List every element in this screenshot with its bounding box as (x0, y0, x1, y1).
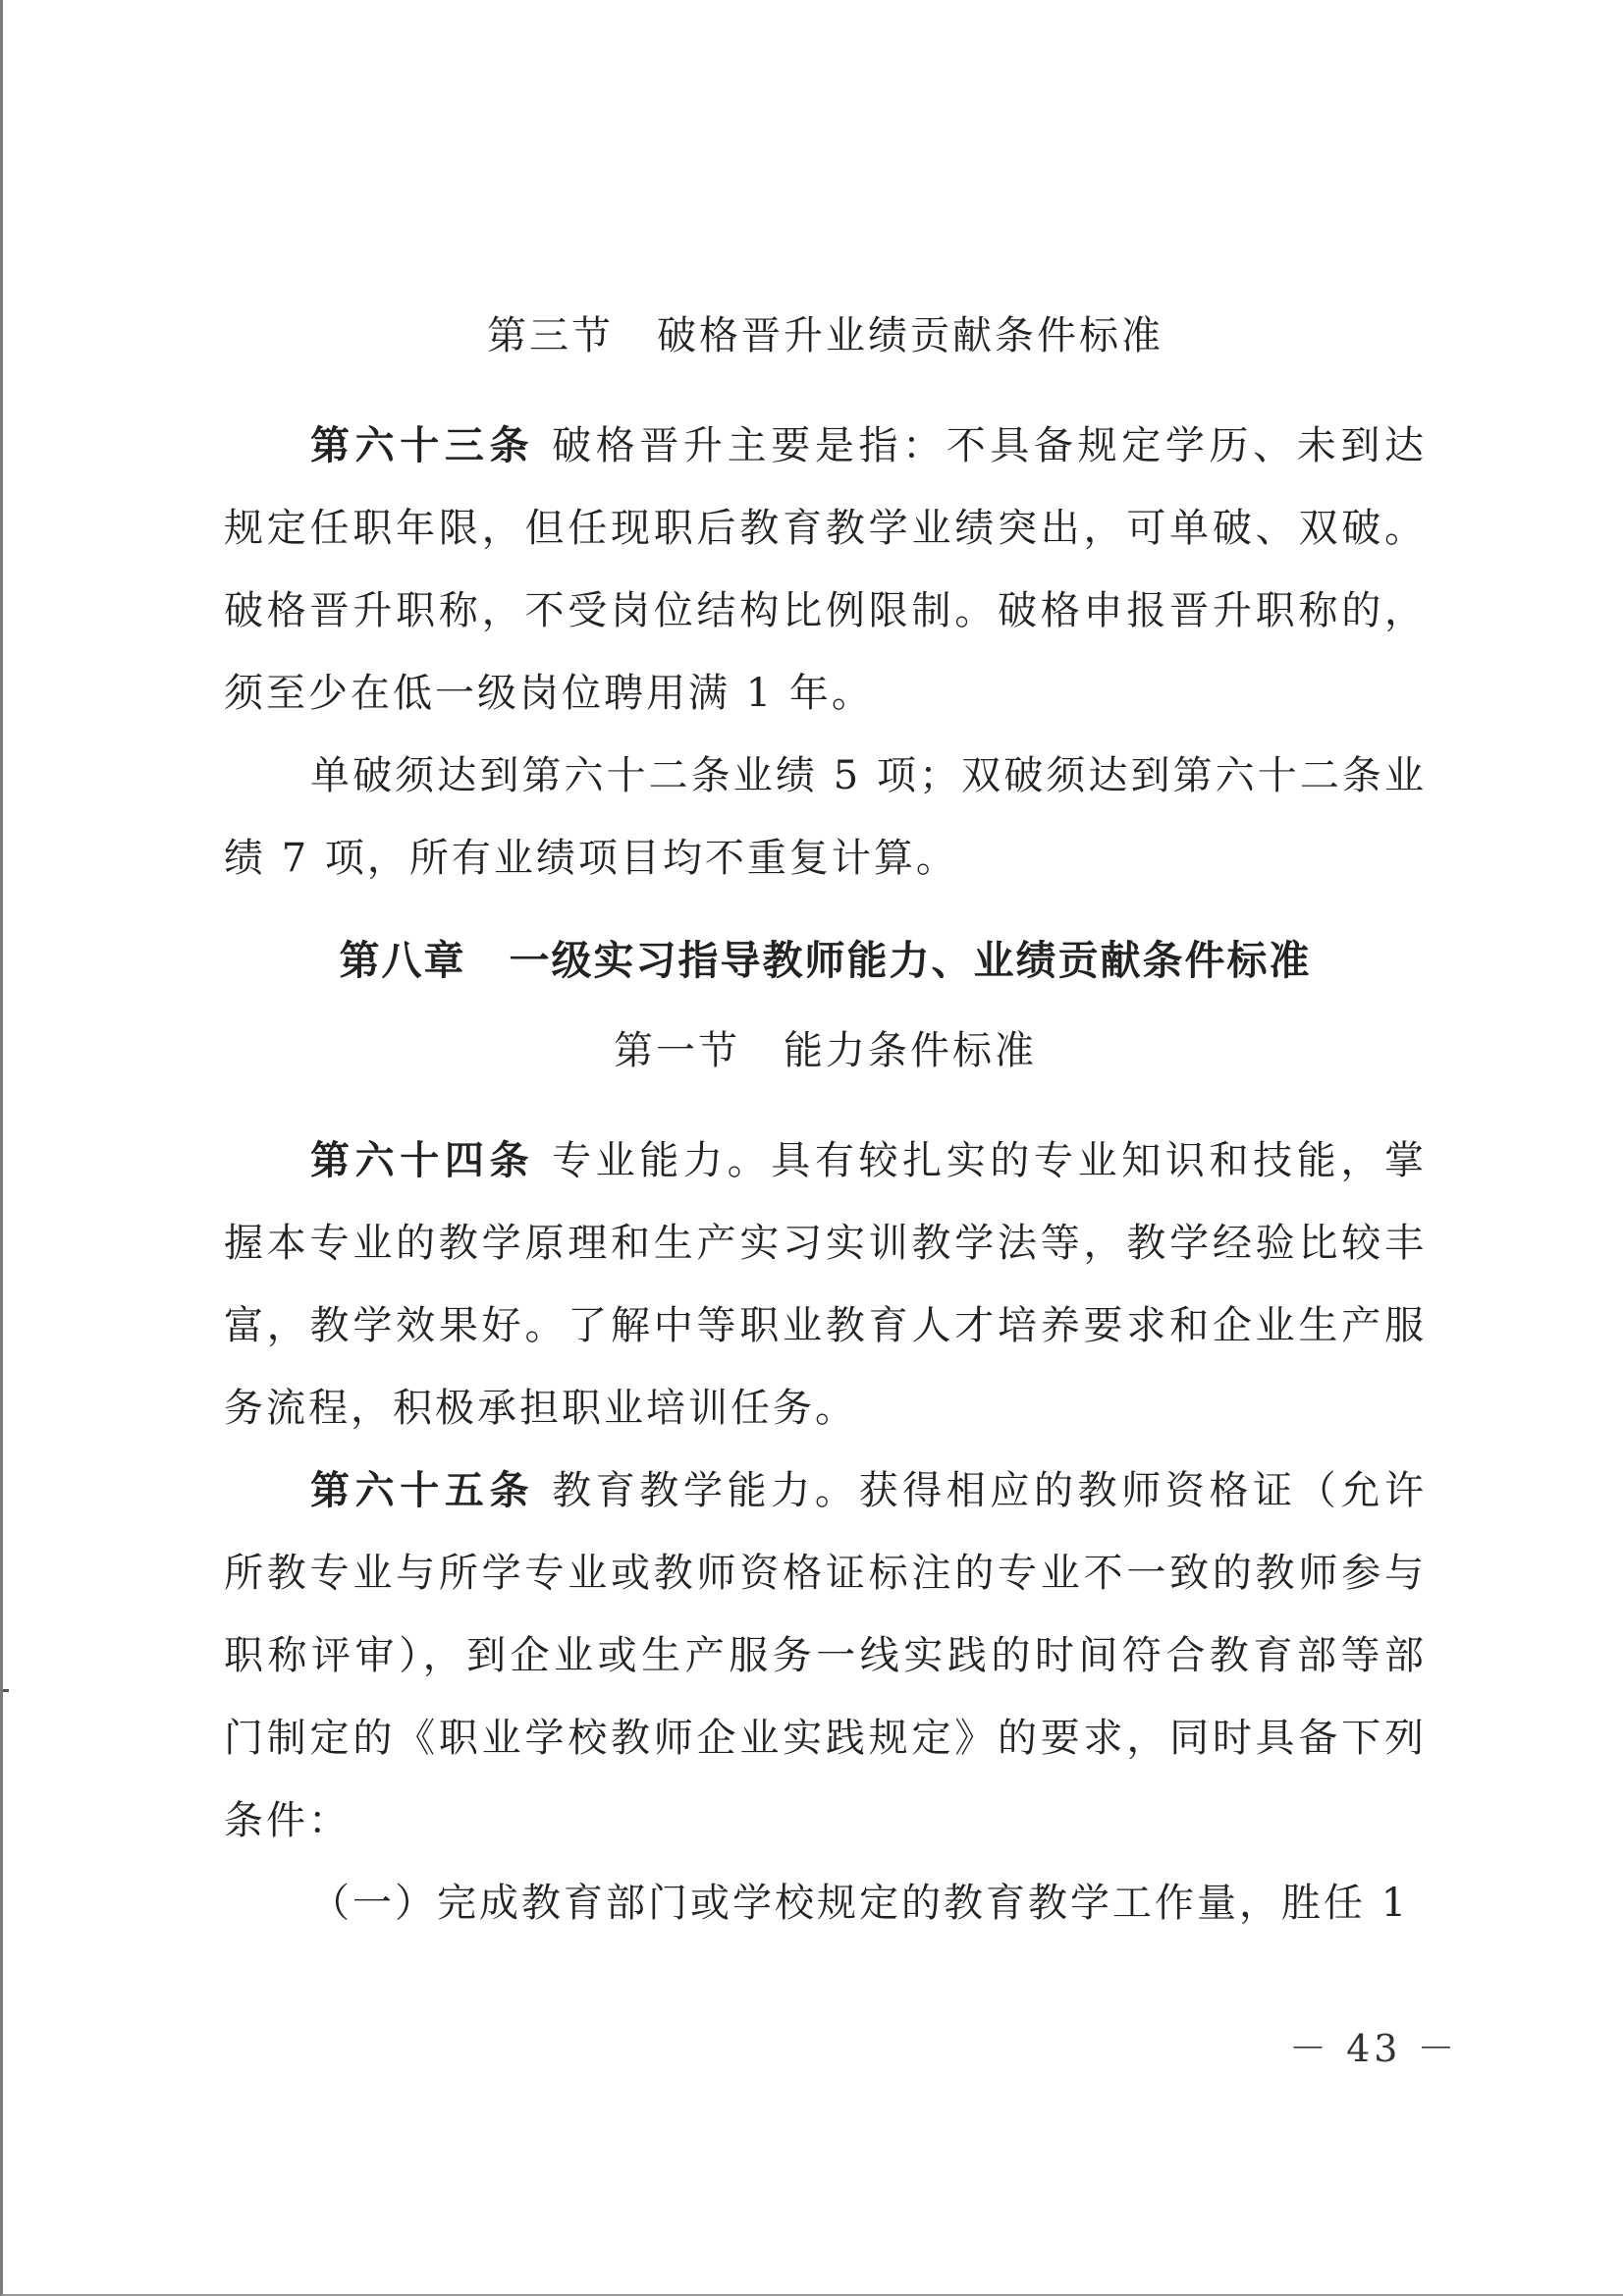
section-title: 破格晋升业绩贡献条件标准 (657, 313, 1163, 358)
section-heading-1 (224, 1010, 1427, 1092)
section-label: 第三节 (487, 313, 614, 358)
section-title: 能力条件标准 (784, 1028, 1037, 1073)
chapter-label: 第八章 (339, 937, 466, 984)
article-63-paragraph (224, 405, 1427, 735)
section-heading-3 (224, 295, 1427, 377)
chapter-title: 一级实习指导教师能力、业绩贡献条件标准 (509, 937, 1312, 984)
scan-artifact (3, 1689, 9, 1692)
article-64-text: 专业能力。具有较扎实的专业知识和技能，掌握本专业的教学原理和生产实习实训教学法等，教学经验比较丰富，教学效果好。了解中等职业教育人才培养要求和企业生产服务流程，积极承担职业培训任务。 (224, 1138, 1427, 1431)
article-65-item-1: （一）完成教育部门或学校规定的教育教学工作量，胜任 1 (310, 1881, 1410, 1926)
article-64-label: 第六十四条 (310, 1138, 535, 1183)
page-number: － 43 － (1289, 2027, 1459, 2070)
article-65-text: 教育教学能力。获得相应的教师资格证（允许所教专业与所学专业或教师资格证标注的专业不一致的教师参与职称评审），到企业或生产服务一线实践的时间符合教育部等部门制定的《职业学校教师企业实践规定》的要求，同时具备下列条件： (224, 1468, 1427, 1843)
article-64-paragraph (224, 1120, 1427, 1449)
section-label: 第一节 (614, 1028, 740, 1073)
article-63-text: 破格晋升主要是指：不具备规定学历、未到达规定任职年限，但任现职后教育教学业绩突出，可单破、双破。破格晋升职称，不受岗位结构比例限制。破格申报晋升职称的，须至少在低一级岗位聘用满 1 年。 (224, 423, 1427, 716)
article-63-label: 第六十三条 (310, 423, 535, 468)
page-content (224, 295, 1427, 1944)
article-65-label: 第六十五条 (310, 1468, 535, 1513)
article-65-paragraph (224, 1449, 1427, 1862)
article-63-paragraph-2: 单破须达到第六十二条业绩 5 项；双破须达到第六十二条业绩 7 项，所有业绩项目均不重复计算。 (224, 753, 1427, 881)
chapter-heading-8 (224, 919, 1427, 1002)
